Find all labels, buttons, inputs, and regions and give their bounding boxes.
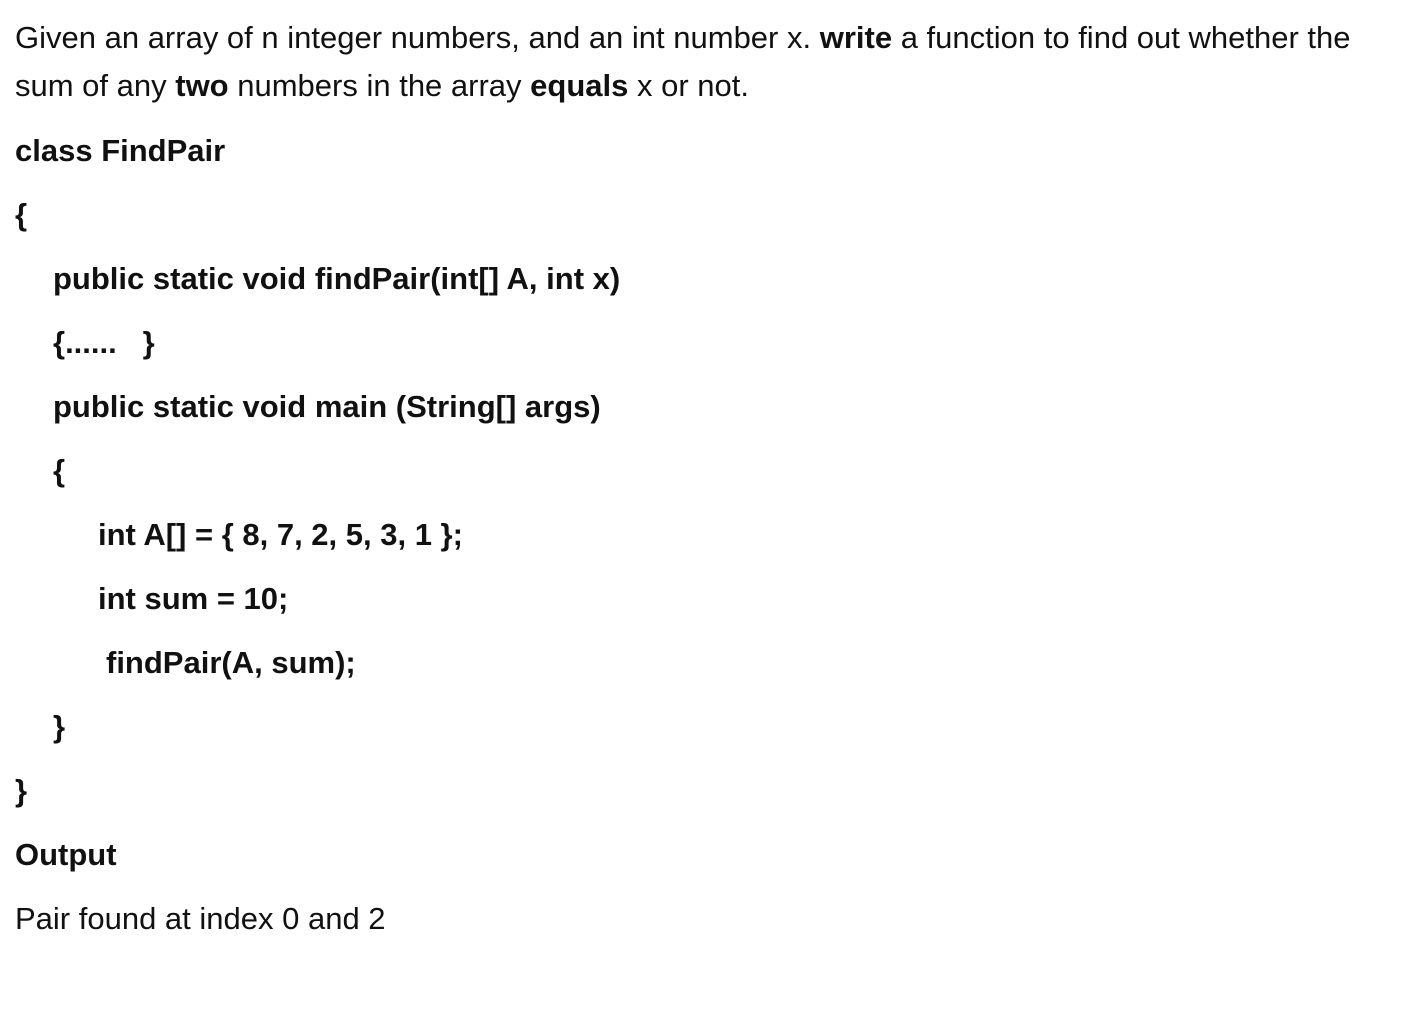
problem-line-1 (15, 14, 1414, 62)
problem-text: sum of any (15, 68, 176, 103)
code-class-open-brace: { (15, 197, 28, 232)
code-class-declaration: class FindPair (15, 133, 226, 168)
code-main-close-brace: } (53, 709, 66, 744)
problem-text: numbers in the array (228, 68, 531, 103)
code-class-close-brace: } (15, 773, 28, 808)
emphasis-write: write (819, 20, 893, 55)
emphasis-equals: equals (530, 68, 629, 103)
problem-line-2 (15, 62, 1414, 110)
problem-statement (15, 14, 1414, 110)
output-result: Pair found at index 0 and 2 (15, 901, 386, 936)
code-array-declaration: int A[] = { 8, 7, 2, 5, 3, 1 }; (98, 517, 463, 552)
problem-text: Given an array of n integer numbers, and an int number x. (15, 20, 820, 55)
problem-text: x or not. (628, 68, 749, 103)
emphasis-two: two (175, 68, 229, 103)
code-findpair-body: {...... } (53, 325, 155, 360)
document-body (15, 0, 1414, 936)
problem-text: a function to find out whether the (892, 20, 1351, 55)
code-main-open-brace: { (53, 453, 66, 488)
output-heading: Output (15, 837, 117, 872)
code-findpair-call: findPair(A, sum); (106, 645, 356, 680)
code-sum-declaration: int sum = 10; (98, 581, 289, 616)
code-findpair-signature: public static void findPair(int[] A, int x) (53, 261, 621, 296)
code-main-signature: public static void main (String[] args) (53, 389, 601, 424)
